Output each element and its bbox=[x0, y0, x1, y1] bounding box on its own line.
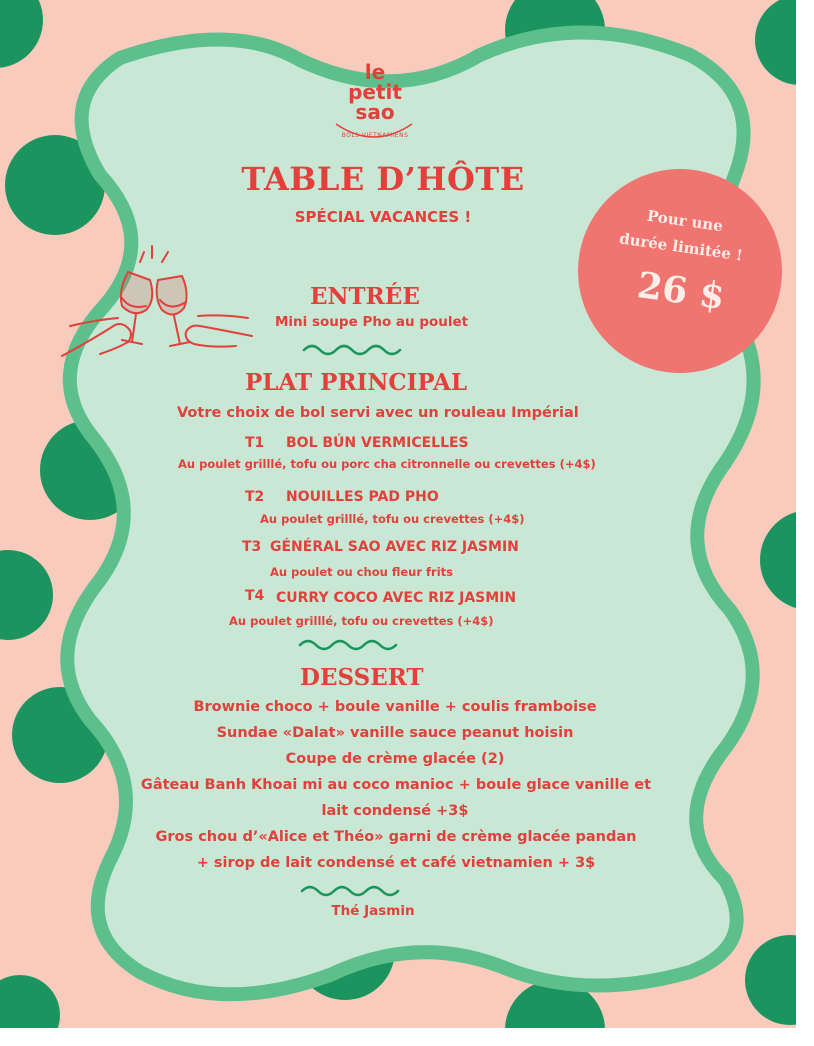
dessert-line-4: Gâteau Banh Khoai mi au coco manioc + boule glace vanille et bbox=[140, 777, 652, 793]
main-item-code-2: T2 bbox=[245, 489, 265, 505]
main-course-intro: Votre choix de bol servi avec un rouleau Impérial bbox=[177, 405, 579, 421]
main-item-name-1: BOL BÚN VERMICELLES bbox=[286, 435, 469, 451]
logo-line-2: petit bbox=[348, 80, 402, 104]
page-subtitle: SPÉCIAL VACANCES ! bbox=[294, 208, 472, 226]
dessert-line-3: Coupe de crème glacée (2) bbox=[285, 751, 505, 767]
main-item-code-1: T1 bbox=[245, 435, 265, 451]
dessert-line-5: lait condensé +3$ bbox=[321, 803, 469, 819]
dessert-heading: DESSERT bbox=[300, 664, 424, 691]
main-item-name-4: CURRY COCO AVEC RIZ JASMIN bbox=[276, 590, 517, 606]
main-item-code-4: T4 bbox=[245, 588, 265, 604]
drink-item: Thé Jasmin bbox=[331, 903, 415, 919]
dessert-line-2: Sundae «Dalat» vanille sauce peanut hoisin bbox=[216, 725, 574, 741]
entree-item: Mini soupe Pho au poulet bbox=[275, 314, 469, 330]
logo-tagline: BOLS VIETNAMIENS bbox=[341, 132, 409, 139]
main-item-desc-4: Au poulet grilllé, tofu ou crevettes (+4$) bbox=[229, 614, 494, 628]
main-item-desc-3: Au poulet ou chou fleur frits bbox=[270, 565, 453, 579]
main-item-desc-1: Au poulet grilllé, tofu ou porc cha citronnelle ou crevettes (+4$) bbox=[178, 457, 596, 471]
dessert-line-7: + sirop de lait condensé et café vietnamien + 3$ bbox=[196, 855, 596, 871]
main-item-desc-2: Au poulet grilllé, tofu ou crevettes (+4$) bbox=[260, 512, 525, 526]
badge-line-1: Pour une bbox=[645, 206, 725, 236]
logo-line-3: sao bbox=[355, 100, 395, 124]
badge-line-2: durée limitée ! bbox=[618, 229, 744, 265]
main-item-code-3: T3 bbox=[242, 539, 262, 555]
dessert-line-1: Brownie choco + boule vanille + coulis framboise bbox=[193, 699, 597, 715]
main-item-name-2: NOUILLES PAD PHO bbox=[286, 489, 439, 505]
page-title: TABLE D’HÔTE bbox=[241, 160, 525, 198]
badge-price: 26 $ bbox=[634, 264, 728, 318]
logo bbox=[330, 62, 420, 122]
logo-line-1: le bbox=[364, 60, 386, 84]
main-course-heading: PLAT PRINCIPAL bbox=[245, 369, 468, 396]
main-item-name-3: GÉNÉRAL SAO AVEC RIZ JASMIN bbox=[270, 539, 519, 555]
entree-heading: ENTRÉE bbox=[310, 283, 420, 310]
dessert-line-6: Gros chou d’«Alice et Théo» garni de crème glacée pandan bbox=[155, 829, 637, 845]
